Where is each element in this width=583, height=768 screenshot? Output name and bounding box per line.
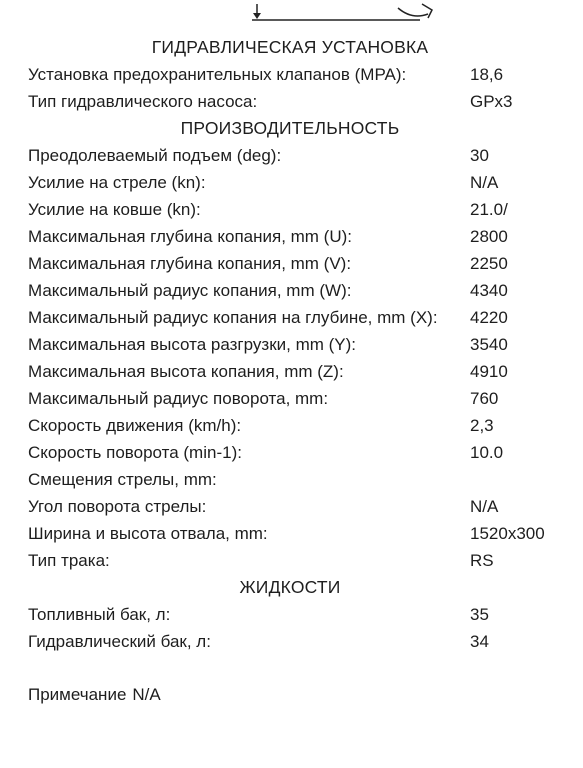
section-title: ПРОИЗВОДИТЕЛЬНОСТЬ: [180, 118, 400, 138]
spec-row: [28, 304, 568, 331]
spec-value: 10.0: [470, 443, 504, 462]
spec-value: 4220: [470, 308, 508, 327]
spec-row: [28, 142, 568, 169]
spec-row: [28, 169, 568, 196]
spec-row: [28, 412, 568, 439]
section-hydraulics: [28, 34, 568, 115]
spec-row: [28, 439, 568, 466]
spec-value: [470, 466, 568, 493]
spec-row: [28, 601, 568, 628]
spec-row: [28, 466, 568, 493]
spec-value: 30: [470, 146, 489, 165]
spec-sheet: [28, 34, 568, 655]
spec-value: 2250: [470, 254, 508, 273]
spec-row: [28, 277, 568, 304]
dimension-line-graphic: [0, 0, 583, 32]
spec-value: RS: [470, 551, 494, 570]
spec-value: GPx3: [470, 92, 513, 111]
spec-label: Ширина и высота отвала, mm:: [28, 524, 268, 543]
spec-label: Смещения стрелы, mm:: [28, 470, 217, 489]
spec-label: Максимальный радиус поворота, mm:: [28, 389, 329, 408]
section-fluids: [28, 574, 568, 655]
spec-value: 760: [470, 389, 499, 408]
spec-value: 2800: [470, 227, 508, 246]
spec-value: 4910: [470, 362, 508, 381]
spec-label: Усилие на ковше (kn):: [28, 200, 201, 219]
spec-row: [28, 88, 568, 115]
spec-label: Максимальная глубина копания, mm (V):: [28, 254, 352, 273]
spec-value: 35: [470, 605, 489, 624]
spec-row: [28, 250, 568, 277]
spec-label: Гидравлический бак, л:: [28, 632, 211, 651]
spec-value: 18,6: [470, 65, 504, 84]
spec-label: Угол поворота стрелы:: [28, 497, 207, 516]
spec-value: N/A: [470, 497, 499, 516]
spec-label: Усилие на стреле (kn):: [28, 173, 206, 192]
spec-value: 4340: [470, 281, 508, 300]
spec-row: [28, 385, 568, 412]
spec-label: Тип гидравлического насоса:: [28, 92, 258, 111]
spec-label: Скорость движения (km/h):: [28, 416, 242, 435]
spec-value: 3540: [470, 335, 508, 354]
section-performance: [28, 115, 568, 574]
spec-value: 1520x300: [470, 524, 545, 543]
spec-label: Тип трака:: [28, 551, 110, 570]
spec-label: Максимальная глубина копания, mm (U):: [28, 227, 353, 246]
spec-row: [28, 61, 568, 88]
spec-label: Преодолеваемый подъем (deg):: [28, 146, 282, 165]
spec-value: N/A: [470, 173, 499, 192]
spec-row: [28, 520, 568, 547]
note: [28, 681, 167, 708]
spec-value: 34: [470, 632, 489, 651]
spec-row: [28, 196, 568, 223]
spec-row: [28, 547, 568, 574]
spec-label: Скорость поворота (min-1):: [28, 443, 242, 462]
spec-label: Установка предохранительных клапанов (MPA):: [28, 65, 407, 84]
spec-row: [28, 331, 568, 358]
spec-row: [28, 223, 568, 250]
spec-value: 21.0/: [470, 200, 508, 219]
note-label: Примечание: [28, 685, 127, 704]
spec-label: Максимальный радиус копания, mm (W):: [28, 281, 352, 300]
spec-label: Максимальная высота копания, mm (Z):: [28, 362, 344, 381]
spec-row: [28, 358, 568, 385]
spec-label: Максимальная высота разгрузки, mm (Y):: [28, 335, 356, 354]
spec-value: 2,3: [470, 416, 494, 435]
note-value: N/A: [132, 685, 161, 704]
spec-label: Максимальный радиус копания на глубине, mm (X):: [28, 308, 438, 327]
spec-label: Топливный бак, л:: [28, 605, 171, 624]
section-title: ГИДРАВЛИЧЕСКАЯ УСТАНОВКА: [151, 37, 429, 57]
spec-row: [28, 493, 568, 520]
spec-row: [28, 628, 568, 655]
section-title: ЖИДКОСТИ: [239, 577, 341, 597]
